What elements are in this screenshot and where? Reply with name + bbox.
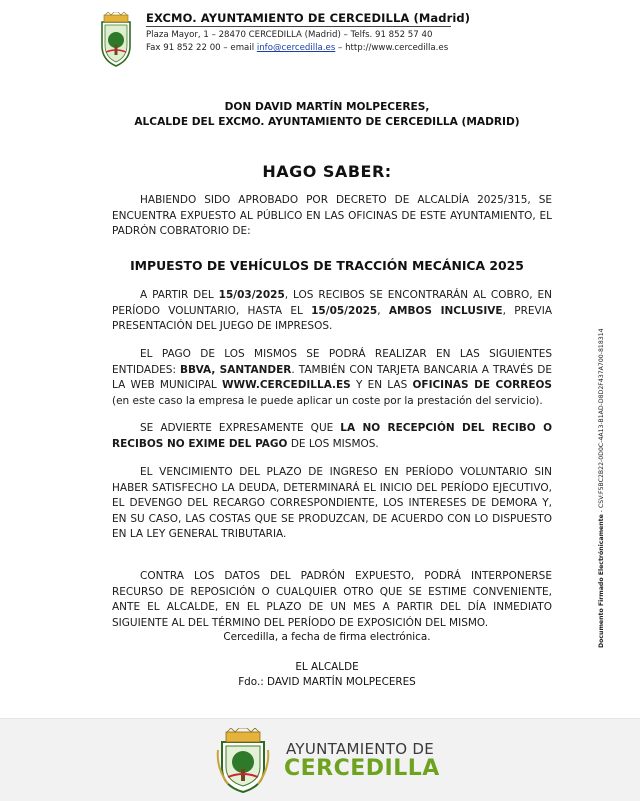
email-link[interactable]: info@cercedilla.es — [256, 43, 336, 53]
date-to: 15/05/2025 — [311, 304, 378, 317]
footer-line-2: CERCEDILLA — [284, 756, 440, 781]
intro-paragraph: HABIENDO SIDO APROBADO POR DECRETO DE ALCALDÍA 2025/315, SE ENCUENTRA EXPUESTO AL PÚBLICO EN LAS OFICINAS DE ESTE AYUNTAMIENTO, EL PADRÓN COBRATORIO DE: — [112, 194, 552, 238]
tax-title: IMPUESTO DE VEHÍCULOS DE TRACCIÓN MECÁNICA 2025 — [130, 258, 524, 273]
bank-names: BBVA, SANTANDER — [180, 363, 292, 376]
header-address: Plaza Mayor, 1 – 28470 CERCEDILLA (Madrid) – Telfs. 91 852 57 40 — [146, 30, 433, 40]
post-offices: OFICINAS DE CORREOS — [412, 379, 552, 392]
header-contact — [146, 43, 448, 53]
electronic-signature-note: Documento Firmado Electrónicamente - CSV:F5BC2B22-0D0C-4A13-B1AD-D8D2F437A700-818314 — [598, 328, 605, 648]
signature-role: EL ALCALDE — [295, 661, 359, 673]
town-crest-icon — [96, 12, 136, 68]
inclusive-note: AMBOS INCLUSIVE — [388, 304, 503, 317]
warning-bold: LA NO RECEPCIÓN DEL RECIBO O RECIBOS NO EXIME DEL PAGO — [112, 422, 552, 450]
header-web: – http://www.cercedilla.es — [335, 43, 449, 53]
header-fax: Fax 91 852 22 00 – email — [146, 43, 257, 53]
footer-line-1: AYUNTAMIENTO DE — [286, 740, 435, 758]
signature-name: Fdo.: DAVID MARTÍN MOLPECERES — [238, 676, 416, 688]
header-divider — [146, 26, 451, 27]
authority-title: ALCALDE DEL EXCMO. AYUNTAMIENTO DE CERCEDILLA (MADRID) — [134, 116, 520, 128]
appeal-paragraph: CONTRA LOS DATOS DEL PADRÓN EXPUESTO, PODRÁ INTERPONERSE RECURSO DE REPOSICIÓN O CUALQUIER OTRO QUE SE ESTIME CONVENIENTE, ANTE EL ALCALDE, EN EL PLAZO DE UN MES A PARTIR DEL DÍA INMEDIATO SIGUIENTE AL DEL TÉRMINO DEL PERÍODO DE EXPOSICIÓN DEL MISMO. — [112, 570, 552, 629]
place-date: Cercedilla, a fecha de firma electrónica. — [223, 631, 431, 643]
dates-paragraph: A PARTIR DEL 15/03/2025, LOS RECIBOS SE ENCONTRARÁN AL COBRO, EN PERÍODO VOLUNTARIO, HASTA EL 15/05/2025, AMBOS INCLUSIVE, PREVIA PRESENTACIÓN DEL JUEGO DE IMPRESOS. — [112, 289, 552, 333]
municipal-web: WWW.CERCEDILLA.ES — [221, 379, 351, 392]
deadline-paragraph: EL VENCIMIENTO DEL PLAZO DE INGRESO EN PERÍODO VOLUNTARIO SIN HABER SATISFECHO LA DEUDA, DETERMINARÁ EL INICIO DEL PERÍODO EJECUTIVO, EL DEVENGO DEL RECARGO CORRESPONDIENTE, LOS INTERESES DE DEMORA Y, EN SU CASO, LAS COSTAS QUE SE PRODUZCAN, DE ACUERDO CON LO DISPUESTO EN LA LEY GENERAL TRIBUTARIA. — [112, 466, 552, 541]
header-title: EXCMO. AYUNTAMIENTO DE CERCEDILLA (Madrid) — [146, 11, 471, 25]
warning-paragraph: SE ADVIERTE EXPRESAMENTE QUE LA NO RECEPCIÓN DEL RECIBO O RECIBOS NO EXIME DEL PAGO DE LOS MISMOS. — [112, 422, 552, 450]
town-crest-icon — [214, 728, 272, 794]
payment-paragraph: EL PAGO DE LOS MISMOS SE PODRÁ REALIZAR EN LAS SIGUIENTES ENTIDADES: BBVA, SANTANDER. TAMBIÉN CON TARJETA BANCARIA A TRAVÉS DE LA WEB MUNICIPAL WWW.CERCEDILLA.ES Y EN LAS OFICINAS DE CORREOS (en este caso la empresa le puede aplicar un coste por la prestación del servicio). — [112, 348, 553, 407]
page-heading: HAGO SABER: — [262, 162, 392, 181]
date-from: 15/03/2025 — [218, 289, 285, 301]
authority-name: DON DAVID MARTÍN MOLPECERES, — [224, 101, 430, 113]
